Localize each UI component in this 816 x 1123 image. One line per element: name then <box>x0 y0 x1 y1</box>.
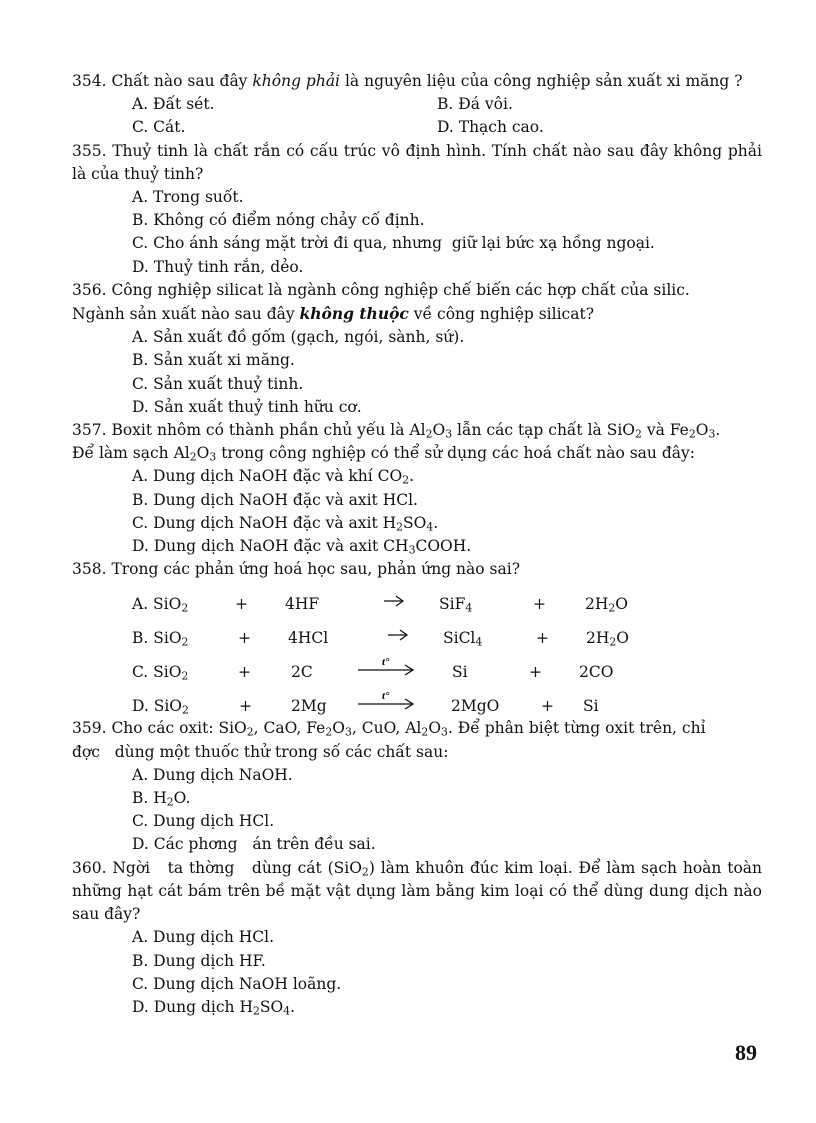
option-359-b-end: O. <box>173 789 191 808</box>
reaction-a-product-1: SiF$_4$ <box>439 595 473 616</box>
q357-text-3: lẫn các tạp chất là SiO <box>452 421 635 440</box>
q357-sub: 3 <box>708 427 716 441</box>
option-359-c: C. Dung dịch HCl. <box>132 812 275 831</box>
question-360 <box>72 857 767 927</box>
plus-sign: + <box>536 629 549 648</box>
option-357-c-end: . <box>433 513 439 532</box>
reaction-b-reactant-1: B. SiO$_2$ <box>132 629 189 650</box>
question-354 <box>72 70 762 93</box>
reaction-b-reactant-2: 4HCl <box>288 629 329 648</box>
q359-text-2: , CaO, Fe <box>253 719 326 738</box>
question-354-options-row-2 <box>72 116 762 139</box>
reaction-c-product-2: 2CO <box>579 663 614 682</box>
q357-sub: 3 <box>209 450 217 464</box>
q357-text-8: O <box>196 444 210 463</box>
option-357-d-text: D. Dung dịch NaOH đặc và axit CH <box>132 537 409 556</box>
option-360-d <box>72 996 762 1019</box>
q357-text-9: trong công nghiệp có thể sử dụng các hoá chất nào sau đây: <box>216 444 695 463</box>
option-359-a: A. Dung dịch NaOH. <box>132 765 293 784</box>
q360-sub: 2 <box>361 865 369 879</box>
heat-arrow-icon <box>354 653 418 677</box>
plus-sign: + <box>529 663 542 682</box>
option-354-b: B. Đá vôi. <box>437 95 513 114</box>
reaction-c-reactant-1: C. SiO$_2$ <box>132 663 189 684</box>
q359-sub: 3 <box>441 726 448 740</box>
q357-sub: 3 <box>445 427 453 441</box>
q357-sub: 3 <box>408 543 416 557</box>
option-360-d-text: D. Dung dịch H <box>132 997 253 1016</box>
reaction-d-product-2: Si <box>583 697 599 716</box>
q359-text-6: . Để phân biệt từng oxit trên, chỉ <box>447 719 706 738</box>
option-357-a-text: A. Dung dịch NaOH đặc và khí CO <box>132 467 403 486</box>
option-357-c <box>72 512 762 535</box>
question-358: 358. Trong các phản ứng hoá học sau, phản ứng nào sai? <box>72 560 521 579</box>
question-354-text-end: là nguyên liệu của công nghiệp sản xuất xi măng ? <box>340 72 743 90</box>
question-356-emphasis: không thuộc <box>299 304 409 324</box>
reaction-a-reactant-1: A. SiO$_2$ <box>132 595 189 616</box>
q357-sub: 2 <box>189 450 197 464</box>
plus-sign: + <box>238 629 251 648</box>
question-354-emphasis: không phải <box>252 72 341 90</box>
option-357-c-text: C. Dung dịch NaOH đặc và axit H <box>132 513 397 532</box>
option-357-a <box>72 465 762 488</box>
q359-text-4: , CuO, Al <box>351 719 422 738</box>
option-359-b <box>72 787 762 810</box>
reaction-a-reactant-2: 4HF <box>285 595 320 614</box>
option-354-a: A. Đất sét. <box>132 95 215 114</box>
option-359-b-text: B. H <box>132 789 167 808</box>
q357-text-7: Để làm sạch Al <box>72 444 190 463</box>
reaction-a-product-2: $2H_2O$ <box>585 595 629 616</box>
option-360-b: B. Dung dịch HF. <box>132 951 266 970</box>
question-356-text-end: về công nghiệp silicat? <box>408 305 595 324</box>
option-357-b: B. Dung dịch NaOH đặc và axit HCl. <box>132 490 418 509</box>
option-355-c: C. Cho ánh sáng mặt trời đi qua, nhưng giữ lại bức xạ hồng ngoại. <box>132 234 655 253</box>
question-357-line-1 <box>72 419 762 442</box>
q359-sub: 2 <box>246 726 254 740</box>
question-355: 355. Thuỷ tinh là chất rắn có cấu trúc vô định hình. Tính chất nào sau đây không phải là của thuỷ tinh? <box>72 141 762 183</box>
page-number: 89 <box>735 1040 757 1065</box>
plus-sign: + <box>541 697 554 716</box>
q360-text-2: ) làm khuôn đúc kim loại. Để làm sạch hoàn toàn những hạt cát bám trên bề mặt vật dụng làm bằng kim loại có thể dùng dung dịch nào sau đây? <box>72 858 767 924</box>
option-355-d: D. Thuỷ tinh rắn, dẻo. <box>132 257 304 276</box>
option-354-c: C. Cát. <box>132 118 186 137</box>
q359-sub: 2 <box>421 726 429 740</box>
reaction-c-product-1: Si <box>452 663 468 682</box>
question-354-options-row-1 <box>72 93 762 116</box>
option-356-a: A. Sản xuất đồ gốm (gạch, ngói, sành, sứ). <box>132 328 465 347</box>
reaction-d-reactant-1: D. SiO$_2$ <box>132 697 189 718</box>
q357-sub: 2 <box>635 427 642 441</box>
heat-label: t° <box>382 690 390 703</box>
reaction-d-product-1: 2MgO <box>451 697 500 716</box>
q359-text-3: O <box>332 719 345 738</box>
q357-text-2: O <box>432 421 446 440</box>
q357-text-1: 357. Boxit nhôm có thành phần chủ yếu là Al <box>72 421 426 440</box>
option-360-d-text-2: SO <box>259 997 284 1016</box>
option-360-c: C. Dung dịch NaOH loãng. <box>132 974 342 993</box>
option-356-b: B. Sản xuất xi măng. <box>132 351 295 370</box>
q359-sub: 3 <box>344 726 352 740</box>
question-357-line-2 <box>72 442 762 465</box>
q357-sub: 2 <box>402 474 410 488</box>
q360-text-1: 360. Ngời ta thờng dùng cát (SiO <box>72 858 362 877</box>
reaction-b-product-1: SiCl$_4$ <box>443 629 483 650</box>
reaction-358-d <box>72 689 762 723</box>
plus-sign: + <box>235 595 248 614</box>
option-357-c-text-2: SO <box>403 513 427 532</box>
q357-sub: 2 <box>396 520 404 534</box>
q359-text-1: 359. Cho các oxit: SiO <box>72 719 247 738</box>
option-360-a: A. Dung dịch HCl. <box>132 928 275 947</box>
question-356-line-1: 356. Công nghiệp silicat là ngành công nghiệp chế biến các hợp chất của silic. <box>72 280 690 299</box>
plus-sign: + <box>533 595 546 614</box>
option-356-d: D. Sản xuất thuỷ tinh hữu cơ. <box>132 397 362 416</box>
q357-text-6: . <box>715 421 721 440</box>
plus-sign: + <box>239 697 252 716</box>
q360-sub: 2 <box>252 1004 260 1018</box>
question-356-line-2 <box>72 302 762 326</box>
short-arrow-icon <box>382 591 406 611</box>
option-357-d <box>72 535 762 558</box>
plus-sign: + <box>238 663 251 682</box>
reaction-d-reactant-2: 2Mg <box>291 697 327 716</box>
short-arrow-icon <box>386 625 410 645</box>
question-354-text-start: 354. Chất nào sau đây <box>72 72 253 90</box>
reaction-358-b <box>72 621 762 655</box>
reaction-c-reactant-2: 2C <box>291 663 313 682</box>
option-356-c: C. Sản xuất thuỷ tinh. <box>132 374 304 393</box>
reaction-358-c <box>72 655 762 689</box>
option-360-d-end: . <box>290 997 296 1016</box>
option-357-d-end: COOH. <box>415 537 472 556</box>
q357-text-5: O <box>695 421 709 440</box>
q357-text-4: và Fe <box>641 421 689 440</box>
q359-sub: 2 <box>166 795 174 809</box>
option-355-a: A. Trong suốt. <box>132 188 244 207</box>
option-357-a-end: . <box>409 467 415 486</box>
q357-sub: 2 <box>688 427 696 441</box>
document-page <box>72 70 767 1019</box>
q359-text-5: O <box>428 719 442 738</box>
question-359-line-2: đợc dùng một thuốc thử trong số các chất sau: <box>72 742 449 761</box>
q357-sub: 4 <box>426 520 434 534</box>
option-355-b: B. Không có điểm nóng chảy cố định. <box>132 211 425 230</box>
q359-sub: 2 <box>325 726 333 740</box>
reaction-358-a <box>72 587 762 621</box>
question-356-text-start: Ngành sản xuất nào sau đây <box>72 305 300 324</box>
heat-label: t° <box>382 656 390 669</box>
option-359-d: D. Các phơng án trên đều sai. <box>132 835 376 854</box>
reaction-b-product-2: $2H_2O$ <box>586 629 630 650</box>
q357-sub: 2 <box>425 427 433 441</box>
heat-arrow-icon <box>354 687 418 711</box>
option-354-d: D. Thạch cao. <box>437 118 544 137</box>
q360-sub: 4 <box>283 1004 291 1018</box>
